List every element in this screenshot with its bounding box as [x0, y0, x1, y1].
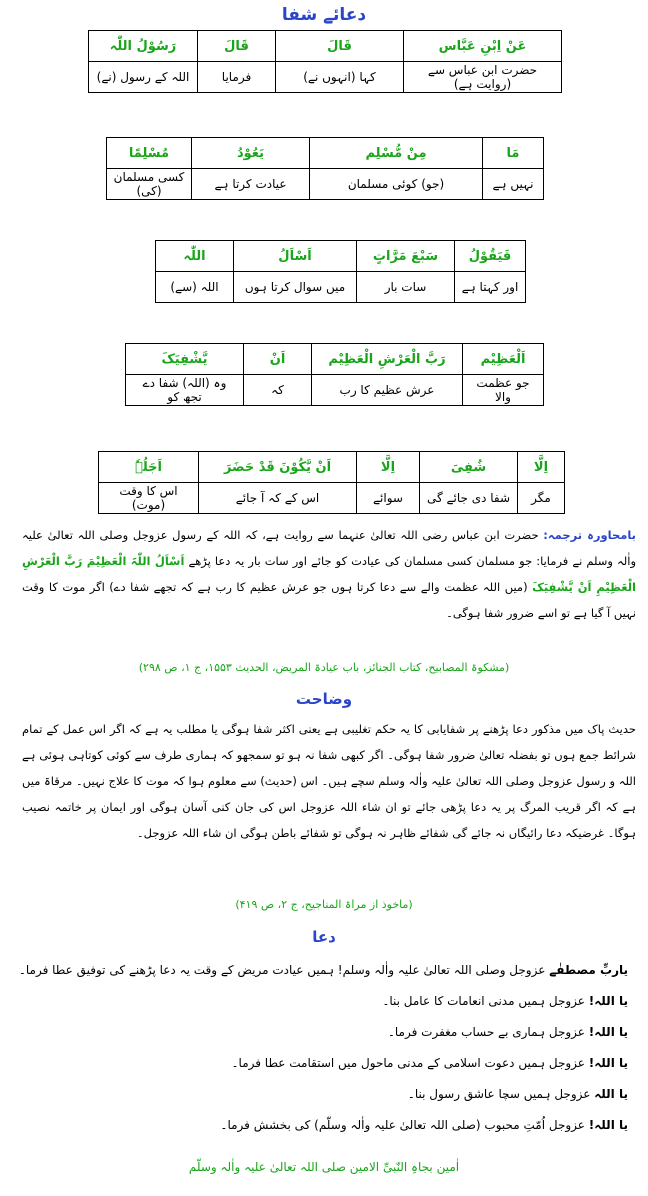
translation-text-2: (میں اللہ عظمت والے سے دعا کرتا ہوں جو عرش عظیم کا رب ہے کہ تجھے شفا دے) اگر موت کا وقت نہیں آ گیا ہے تو اسے ضرور شفا ہوگی۔	[22, 580, 636, 620]
urdu-meaning: سات بار	[357, 272, 455, 303]
arabic-word: رَبَّ الْعَرْشِ الْعَظِیْم	[312, 344, 463, 375]
urdu-meaning: حضرت ابن عباس سے (روایت ہے)	[404, 62, 562, 93]
urdu-meaning: فرمایا	[198, 62, 276, 93]
word-table-3	[155, 240, 526, 303]
urdu-meaning: کسی مسلمان (کی)	[107, 169, 192, 200]
dua-line	[0, 1048, 648, 1079]
dua-text: عزوجل ہمیں سچا عاشق رسول بنا۔	[407, 1087, 591, 1101]
urdu-meaning: اور کہتا ہے	[455, 272, 526, 303]
word-table-5	[98, 451, 565, 514]
arabic-word: اللّٰہ	[156, 241, 234, 272]
urdu-meaning: عرش عظیم کا رب	[312, 375, 463, 406]
dua-line	[0, 986, 648, 1017]
urdu-meaning: کہا (انہوں نے)	[276, 62, 404, 93]
arabic-word: اَسْاَلُ	[234, 241, 357, 272]
urdu-meaning: اللہ (سے)	[156, 272, 234, 303]
dua-text: عزوجل وصلی اللہ تعالیٰ علیہ واٰلہ وسلم! ہمیں عیادت مریض کے وقت یہ دعا پڑھنے کی توفیق عطا فرما۔	[18, 963, 546, 977]
urdu-meaning: اس کے کہ آ جائے	[199, 483, 357, 514]
explanation-reference: (ماخوذ از مراۃ المناجیح، ج ۲، ص ۴۱۹)	[235, 898, 413, 911]
arabic-word: یَعُوْدُ	[192, 138, 310, 169]
dua-text: عزوجل ہمیں دعوت اسلامی کے مدنی ماحول میں استقامت عطا فرما۔	[231, 1056, 585, 1070]
translation-paragraph	[10, 522, 648, 626]
page-title: دعائے شفا	[281, 5, 367, 25]
urdu-meaning: نہیں ہے	[483, 169, 544, 200]
word-table-1	[88, 30, 562, 93]
dua-line	[0, 1017, 648, 1048]
urdu-meaning: اس کا وقت (موت)	[99, 483, 199, 514]
dua-closing: اٰمین بجاہِ النّبیِّ الامین صلی اللہ تعالیٰ علیہ واٰلہ وسلّم	[188, 1160, 460, 1174]
arabic-word: اَلْعَظِیْم	[463, 344, 544, 375]
dua-lead: یاربِّ مصطفٰے	[549, 963, 628, 977]
urdu-meaning: مگر	[518, 483, 565, 514]
word-table-4	[125, 343, 544, 406]
dua-text: عزوجل ہمیں مدنی انعامات کا عامل بنا۔	[382, 994, 585, 1008]
arabic-word: مَا	[483, 138, 544, 169]
translation-arabic-dua: اَسْاَلُ اللّٰہَ الْعَظِیْمَ رَبَّ الْعَرْشِ الْعَظِیْمِ اَنْ یَّشْفِیَکَ	[22, 554, 636, 594]
dua-text: عزوجل ہماری بے حساب مغفرت فرما۔	[387, 1025, 585, 1039]
explanation-heading: وضاحت	[295, 690, 353, 708]
urdu-meaning: (جو) کوئی مسلمان	[310, 169, 483, 200]
dua-text: عزوجل اُمّتِ محبوب (صلی اللہ تعالیٰ علیہ واٰلہ وسلّم) کی بخشش فرما۔	[220, 1118, 585, 1132]
arabic-word: فَیَقُوْلُ	[455, 241, 526, 272]
arabic-word: رَسُوْلُ اللّٰہ	[89, 31, 198, 62]
explanation-paragraph: حدیث پاک میں مذکور دعا پڑھنے پر شفایابی کا یہ حکم تغلیبی ہے یعنی اکثر شفا ہوگی یا مطلب یہ ہے کہ اگر اس عمل کے تمام شرائط جمع ہوں تو بفضلہ تعالیٰ ضرور شفا ہوگی۔ اگر کبھی شفا نہ ہو تو سمجھو کہ ہماری طرف سے کوئی کوتاہی ہوئی ہے اللہ و رسول عزوجل وصلی اللہ تعالیٰ علیہ واٰلہ وسلم سچے ہیں۔ اس (حدیث) سے معلوم ہوا کہ موت کا علاج نہیں۔ مرقاۃ میں ہے کہ اگر قریب المرگ پر یہ دعا پڑھی جائے تو ان شاء اللہ عزوجل اس کی جان کنی آسان ہوگی اور ایمان پر خاتمہ نصیب ہوگا۔ غرضیکہ دعا رائیگاں نہ جائے گی شفائے ظاہر نہ ہوگی تو شفائے باطن ہوگی ان شاء اللہ عزوجل۔	[22, 722, 636, 840]
dua-lead: یا اللہ	[594, 1087, 628, 1101]
dua-lead: یا اللہ!	[588, 1056, 628, 1070]
arabic-word: مِنْ مُّسْلِم	[310, 138, 483, 169]
dua-line	[0, 1079, 648, 1110]
dua-line	[0, 1110, 648, 1141]
urdu-meaning: اللہ کے رسول (نے)	[89, 62, 198, 93]
arabic-word: اِلَّا	[518, 452, 565, 483]
dua-heading: دعا	[312, 928, 336, 946]
translation-text-1: حضرت ابن عباس رضی اللہ تعالیٰ عنہما سے روایت ہے، کہ اللہ کے رسول عزوجل وصلی اللہ تعالیٰ علیہ واٰلہ وسلم نے فرمایا: جو مسلمان کسی مسلمان کی عیادت کو جائے اور سات بار یہ دعا پڑھے	[22, 528, 637, 568]
arabic-word: قَالَ	[276, 31, 404, 62]
word-table-2	[106, 137, 544, 200]
arabic-word: عَنْ اِبْنِ عَبَّاس	[404, 31, 562, 62]
urdu-meaning: سوائے	[357, 483, 420, 514]
arabic-word: مُسْلِمًا	[107, 138, 192, 169]
arabic-word: اِلَّا	[357, 452, 420, 483]
dua-lead: یا اللہ!	[588, 1025, 628, 1039]
dua-line	[0, 955, 648, 986]
translation-label: بامحاورہ ترجمہ:	[543, 528, 636, 542]
arabic-word: یَّشْفِیَکَ	[126, 344, 244, 375]
arabic-word: اَنْ یَّکُوْنَ قَدْ حَضَرَ	[199, 452, 357, 483]
arabic-word: قَالَ	[198, 31, 276, 62]
translation-reference: (مشکوۃ المصابیح، کتاب الجنائز، باب عیادۃ المریض، الحدیث ۱۵۵۳، ج ۱، ص ۲۹۸)	[138, 661, 510, 674]
dua-lead: یا اللہ!	[588, 1118, 628, 1132]
urdu-meaning: وہ (اللہ) شفا دے تجھ کو	[126, 375, 244, 406]
urdu-meaning: جو عظمت والا	[463, 375, 544, 406]
arabic-word: اَنْ	[244, 344, 312, 375]
dua-lead: یا اللہ!	[588, 994, 628, 1008]
arabic-word: اَجَلُہٗ	[99, 452, 199, 483]
urdu-meaning: کہ	[244, 375, 312, 406]
arabic-word: شُفِیَ	[420, 452, 518, 483]
dua-list	[0, 955, 648, 1141]
arabic-word: سَبْعَ مَرَّاتٍ	[357, 241, 455, 272]
urdu-meaning: عیادت کرتا ہے	[192, 169, 310, 200]
urdu-meaning: شفا دی جائے گی	[420, 483, 518, 514]
urdu-meaning: میں سوال کرتا ہوں	[234, 272, 357, 303]
